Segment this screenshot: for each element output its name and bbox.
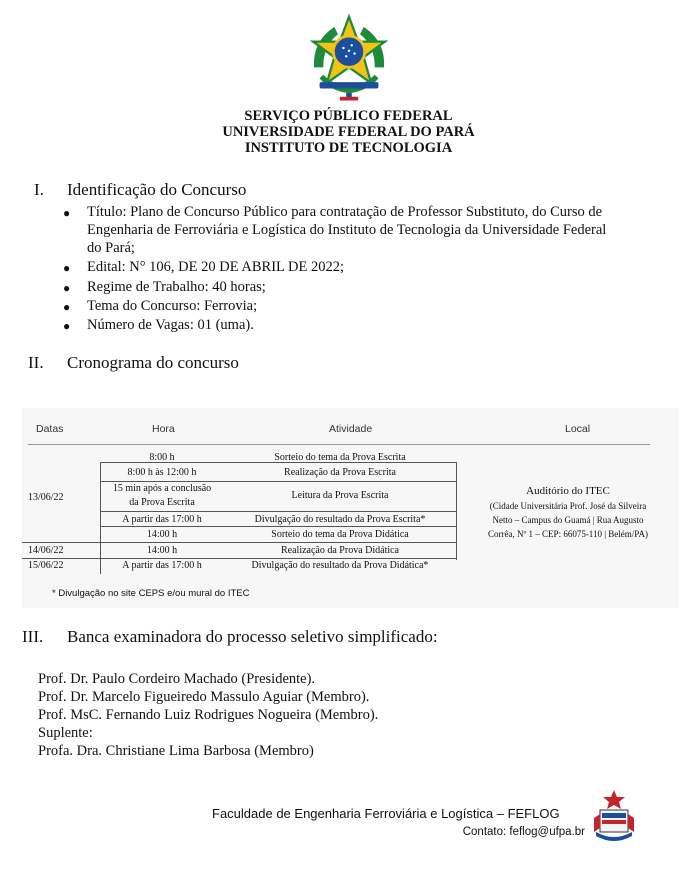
section-1-title: Identificação do Concurso: [67, 180, 247, 199]
bullet-icon: ●: [63, 281, 71, 295]
date-13-06: 13/06/22: [28, 492, 64, 503]
header-service: SERVIÇO PÚBLICO FEDERAL: [244, 108, 453, 124]
bullet-regime: Regime de Trabalho: 40 horas;: [87, 279, 266, 295]
hour-cell: da Prova Escrita: [129, 497, 195, 508]
bullet-edital: Edital: N° 106, DE 20 DE ABRIL DE 2022;: [87, 259, 344, 275]
row-line: [100, 481, 456, 482]
footer-faculty: Faculdade de Engenharia Ferroviária e Logística – FEFLOG: [212, 806, 560, 821]
col-header-local: Local: [565, 423, 591, 435]
section-1-number: I.: [34, 180, 44, 199]
bullet-titulo-2: Engenharia de Ferroviária e Logística do Instituto de Tecnologia da Universidade Federal: [87, 222, 607, 238]
col-divider: [456, 462, 457, 560]
bullet-vagas: Número de Vagas: 01 (uma).: [87, 317, 254, 333]
hour-cell: 15 min após a conclusão: [112, 483, 212, 494]
schedule-table: [22, 408, 679, 608]
local-line: (Cidade Universitária Prof. José da Silveira: [489, 501, 647, 511]
row-line: [22, 542, 456, 543]
bullet-tema: Tema do Concurso: Ferrovia;: [87, 298, 258, 314]
banca-member: Prof. Dr. Marcelo Figueiredo Massulo Aguiar (Membro).: [38, 689, 370, 705]
activity-cell: Divulgação do resultado da Prova Escrita*: [254, 514, 426, 525]
row-line: [100, 526, 456, 527]
footer-contact: Contato: feflog@ufpa.br: [462, 826, 585, 838]
section-2-title: Cronograma do concurso: [67, 353, 239, 372]
activity-cell: Realização da Prova Didática: [281, 545, 399, 556]
bullet-icon: ●: [63, 206, 71, 220]
hour-cell: 8:00 h: [149, 452, 175, 463]
date-15-06: 15/06/22: [28, 560, 64, 571]
banca-member: Profa. Dra. Christiane Lima Barbosa (Membro): [38, 743, 314, 759]
section-3-number: III.: [22, 627, 44, 646]
brazil-coat-of-arms-logo: [302, 14, 396, 106]
activity-cell: Sorteio do tema da Prova Didática: [271, 529, 409, 540]
header-divider: [28, 444, 650, 445]
header-institute: INSTITUTO DE TECNOLOGIA: [244, 140, 453, 156]
local-line: Corrêa, Nº 1 – CEP: 66075-110 | Belém/PA): [488, 529, 648, 539]
row-line: [100, 511, 456, 512]
header-university: UNIVERSIDADE FEDERAL DO PARÁ: [222, 124, 475, 140]
activity-cell: Realização da Prova Escrita: [284, 467, 396, 478]
col-header-hour: Hora: [152, 423, 175, 435]
banca-member: Prof. Dr. Paulo Cordeiro Machado (Presidente).: [38, 671, 316, 687]
banca-member: Prof. MsC. Fernando Luiz Rodrigues Nogueira (Membro).: [38, 707, 379, 723]
hour-cell: A partir das 17:00 h: [122, 514, 202, 525]
banca-suplente-label: Suplente:: [38, 725, 93, 741]
ufpa-emblem-logo: [592, 788, 636, 846]
bullet-titulo-3: do Pará;: [87, 240, 135, 256]
activity-cell: Leitura da Prova Escrita: [291, 490, 389, 501]
bullet-icon: ●: [63, 319, 71, 333]
schedule-footnote: * Divulgação no site CEPS e/ou mural do ITEC: [52, 588, 250, 599]
bullet-titulo-1: Título: Plano de Concurso Público para contratação de Professor Substituto, do Curso de: [87, 204, 603, 220]
col-header-dates: Datas: [36, 423, 64, 435]
section-2-number: II.: [28, 353, 44, 372]
activity-cell: Sorteio do tema da Prova Escrita: [274, 452, 406, 463]
hour-cell: 8:00 h às 12:00 h: [127, 467, 197, 478]
section-3-title: Banca examinadora do processo seletivo simplificado:: [67, 627, 438, 646]
bullet-icon: ●: [63, 300, 71, 314]
row-line: [22, 558, 456, 559]
hour-cell: 14:00 h: [146, 529, 178, 540]
hour-cell: 14:00 h: [146, 545, 178, 556]
date-14-06: 14/06/22: [28, 545, 64, 556]
activity-cell: Divulgação do resultado da Prova Didática*: [251, 560, 429, 571]
local-title: Auditório do ITEC: [526, 485, 610, 497]
bullet-icon: ●: [63, 261, 71, 275]
local-line: Netto – Campus do Guamá | Rua Augusto: [492, 515, 644, 525]
col-header-activity: Atividade: [329, 423, 373, 435]
hour-cell: A partir das 17:00 h: [122, 560, 202, 571]
